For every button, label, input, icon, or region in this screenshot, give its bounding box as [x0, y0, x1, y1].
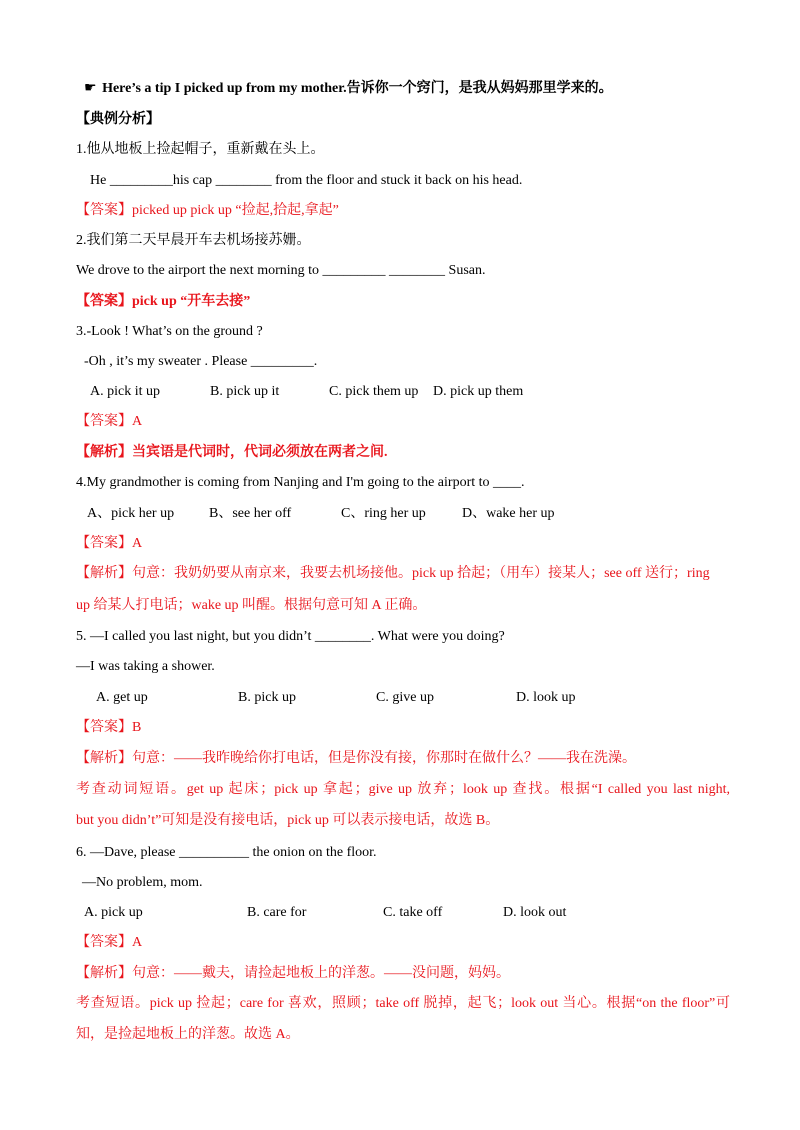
answer-tag: 【答案】: [76, 536, 132, 551]
q6-option-d: D. look out: [503, 905, 567, 920]
tip-line: [84, 80, 730, 98]
tip-text: Here’s a tip I picked up from my mother.告诉你一个窍门，是我从妈妈那里学来的。: [102, 81, 613, 96]
q3-option-a: A. pick it up: [90, 384, 160, 399]
q6-line2: —No problem, mom.: [82, 875, 203, 890]
q6-analysis-1: 句意：——戴夫，请捡起地板上的洋葱。——没问题，妈妈。: [132, 966, 510, 981]
q1-chinese: 1.他从地板上捡起帽子，重新戴在头上。: [76, 142, 325, 157]
q5-answer-line: [76, 719, 730, 737]
q4-answer-line: [76, 535, 730, 553]
q4-option-c: C、ring her up: [341, 506, 426, 521]
q5-answer: B: [132, 720, 142, 735]
q4-option-a: A、pick her up: [87, 506, 175, 521]
q6-option-a: A. pick up: [84, 905, 143, 920]
q5-line1: 5. —I called you last night, but you didn’t ________. What were you doing?: [76, 629, 505, 644]
q3-answer: A: [132, 414, 143, 429]
q6-line1: 6. —Dave, please __________ the onion on the floor.: [76, 845, 377, 860]
q4-line1: 4.My grandmother is coming from Nanjing and I'm going to the airport to ____.: [76, 475, 525, 490]
q3-option-b: B. pick up it: [210, 384, 280, 399]
q6-answer-line: [76, 934, 730, 952]
answer-tag: 【答案】: [76, 720, 132, 735]
q2-answer-line: [76, 293, 730, 311]
q4-analysis-1: 句意：我奶奶要从南京来，我要去机场接他。pick up 拾起；（用车）接某人；see off 送行；ring: [132, 566, 710, 581]
q1-answer-line: [76, 202, 730, 220]
q5-option-a: A. get up: [96, 690, 148, 705]
q5-analysis-line1: [76, 750, 730, 768]
analysis-tag: 【解析】: [76, 566, 132, 581]
q5-option-d: D. look up: [516, 690, 576, 705]
q2-chinese: 2.我们第二天早晨开车去机场接苏姗。: [76, 233, 311, 248]
q3-line2: -Oh , it’s my sweater . Please _________.: [84, 354, 318, 369]
q4-option-b: B、see her off: [209, 506, 292, 521]
q5-analysis-3: but you didn’t”可知是没有接电话，pick up 可以表示接电话，故选 B。: [76, 813, 500, 828]
q6-option-c: C. take off: [383, 905, 443, 920]
q2-answer: pick up “开车去接”: [132, 294, 251, 309]
q5-line2: —I was taking a shower.: [76, 659, 215, 674]
answer-tag: 【答案】: [76, 935, 132, 950]
q6-option-b: B. care for: [247, 905, 307, 920]
analysis-tag: 【解析】: [76, 445, 132, 460]
q1-answer: picked up pick up “捡起,拾起,拿起”: [132, 203, 339, 218]
q5-analysis-2: 考查动词短语。get up 起床；pick up 拿起；give up 放弃；look up 查找。根据“I called you last night,: [76, 782, 730, 797]
q4-analysis-line1: [76, 565, 730, 583]
q4-answer: A: [132, 536, 143, 551]
q2-english: We drove to the airport the next morning to _________ ________ Susan.: [76, 263, 486, 278]
q5-option-c: C. give up: [376, 690, 434, 705]
answer-tag: 【答案】: [76, 294, 132, 309]
q6-analysis-2: 考查短语。pick up 捡起；care for 喜欢，照顾；take off 脱掉，起飞；look out 当心。根据“on the floor”可: [76, 996, 730, 1011]
q6-analysis-3: 知，是捡起地板上的洋葱。故选 A。: [76, 1027, 300, 1042]
q5-option-b: B. pick up: [238, 690, 296, 705]
section-heading: 【典例分析】: [76, 112, 160, 127]
q1-english: He _________his cap ________ from the floor and stuck it back on his head.: [90, 173, 523, 188]
answer-tag: 【答案】: [76, 203, 132, 218]
q6-analysis-line1: [76, 965, 730, 983]
q6-answer: A: [132, 935, 143, 950]
q3-analysis: 当宾语是代词时，代词必须放在两者之间.: [132, 445, 388, 460]
pointing-hand-icon: ☛: [84, 81, 97, 96]
q3-option-d: D. pick up them: [433, 384, 524, 399]
analysis-tag: 【解析】: [76, 966, 132, 981]
q5-analysis-1: 句意：——我昨晚给你打电话，但是你没有接，你那时在做什么？——我在洗澡。: [132, 751, 636, 766]
q3-answer-line: [76, 413, 730, 431]
answer-tag: 【答案】: [76, 414, 132, 429]
q3-line1: 3.-Look ! What’s on the ground ?: [76, 324, 263, 339]
q3-analysis-line: [76, 444, 730, 462]
q4-option-d: D、wake her up: [462, 506, 555, 521]
q4-analysis-2: up 给某人打电话；wake up 叫醒。根据句意可知 A 正确。: [76, 598, 427, 613]
q3-option-c: C. pick them up: [329, 384, 419, 399]
analysis-tag: 【解析】: [76, 751, 132, 766]
